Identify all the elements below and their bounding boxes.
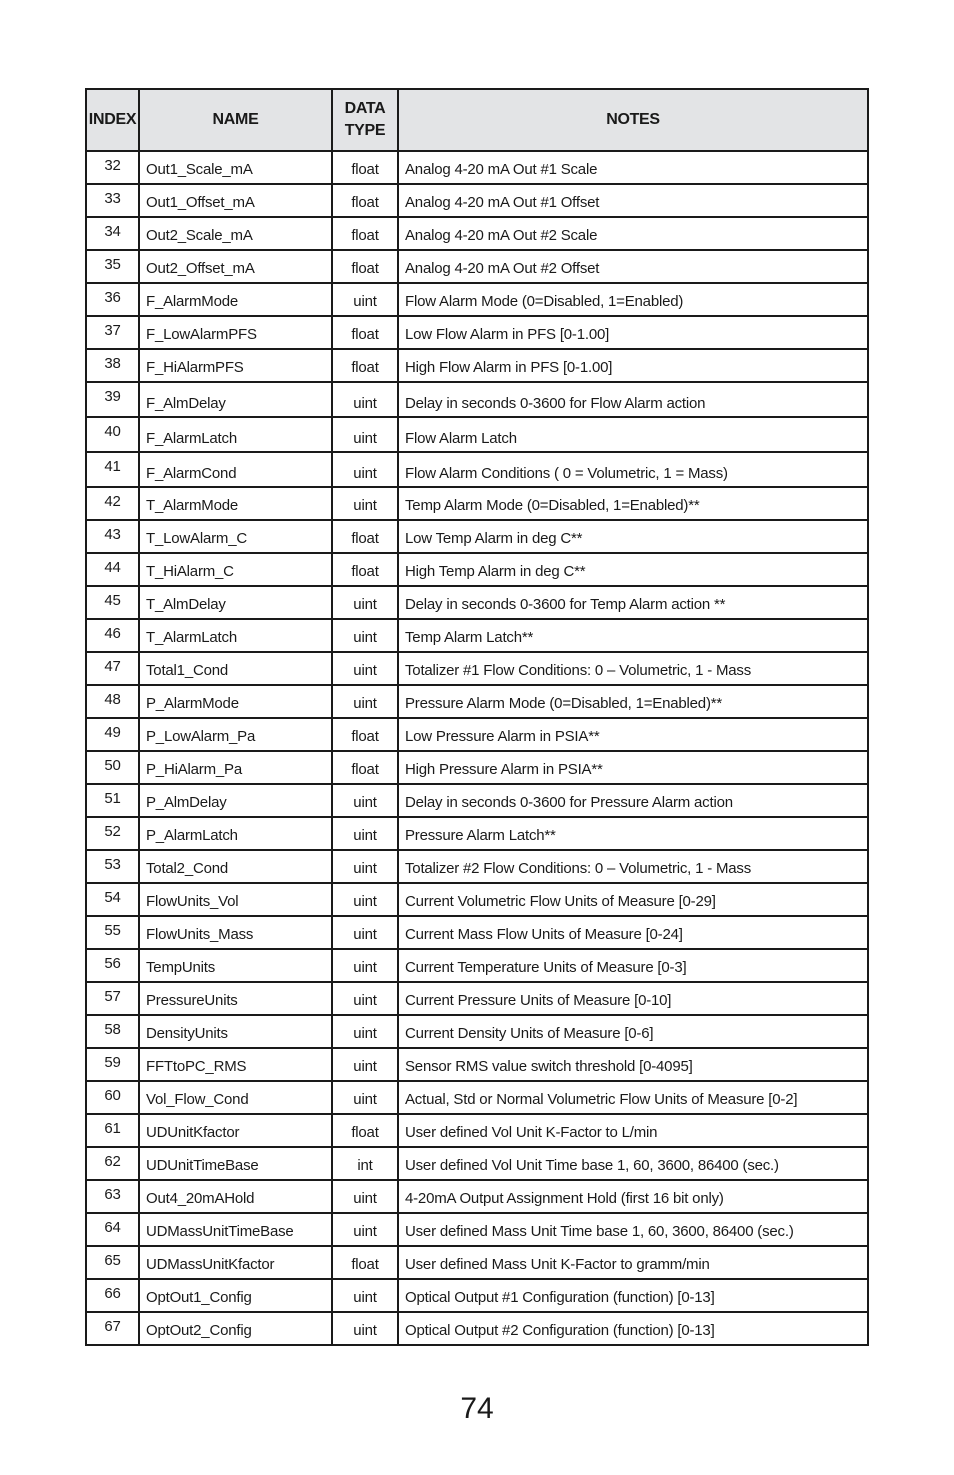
cell-notes: Totalizer #2 Flow Conditions: 0 – Volumetric, 1 - Mass xyxy=(398,850,868,883)
cell-notes: User defined Mass Unit Time base 1, 60, 3600, 86400 (sec.) xyxy=(398,1213,868,1246)
cell-notes: Temp Alarm Mode (0=Disabled, 1=Enabled)** xyxy=(398,487,868,520)
cell-name: P_AlmDelay xyxy=(139,784,332,817)
table-row xyxy=(86,817,868,850)
table-row xyxy=(86,916,868,949)
table-row xyxy=(86,751,868,784)
cell-notes: Current Volumetric Flow Units of Measure [0-29] xyxy=(398,883,868,916)
table-row xyxy=(86,685,868,718)
cell-notes: Optical Output #2 Configuration (function) [0-13] xyxy=(398,1312,868,1345)
cell-data-type: uint xyxy=(332,784,398,817)
cell-notes: Low Flow Alarm in PFS [0-1.00] xyxy=(398,316,868,349)
cell-name: OptOut1_Config xyxy=(139,1279,332,1312)
cell-index: 51 xyxy=(86,784,139,817)
cell-data-type: uint xyxy=(332,982,398,1015)
table-row xyxy=(86,184,868,217)
table-row xyxy=(86,1279,868,1312)
table-row xyxy=(86,487,868,520)
cell-data-type: float xyxy=(332,184,398,217)
table-row xyxy=(86,982,868,1015)
cell-index: 57 xyxy=(86,982,139,1015)
cell-index: 52 xyxy=(86,817,139,850)
cell-name: F_AlarmMode xyxy=(139,283,332,316)
cell-index: 36 xyxy=(86,283,139,316)
cell-data-type: uint xyxy=(332,850,398,883)
cell-data-type: float xyxy=(332,349,398,382)
cell-notes: Delay in seconds 0-3600 for Pressure Alarm action xyxy=(398,784,868,817)
cell-index: 40 xyxy=(86,417,139,452)
table-row xyxy=(86,1048,868,1081)
table-row xyxy=(86,553,868,586)
cell-data-type: uint xyxy=(332,1081,398,1114)
cell-index: 66 xyxy=(86,1279,139,1312)
cell-index: 65 xyxy=(86,1246,139,1279)
header-notes: NOTES xyxy=(398,89,868,151)
header-index: INDEX xyxy=(86,89,139,151)
cell-index: 38 xyxy=(86,349,139,382)
cell-notes: Low Pressure Alarm in PSIA** xyxy=(398,718,868,751)
cell-name: T_AlarmMode xyxy=(139,487,332,520)
cell-notes: Analog 4-20 mA Out #1 Offset xyxy=(398,184,868,217)
cell-index: 42 xyxy=(86,487,139,520)
table-row xyxy=(86,316,868,349)
table-row xyxy=(86,586,868,619)
cell-data-type: uint xyxy=(332,883,398,916)
cell-index: 46 xyxy=(86,619,139,652)
cell-data-type: float xyxy=(332,1114,398,1147)
cell-data-type: float xyxy=(332,553,398,586)
cell-index: 49 xyxy=(86,718,139,751)
cell-data-type: float xyxy=(332,520,398,553)
table-row xyxy=(86,652,868,685)
cell-name: TempUnits xyxy=(139,949,332,982)
table-row xyxy=(86,883,868,916)
cell-name: Total2_Cond xyxy=(139,850,332,883)
table-row xyxy=(86,1213,868,1246)
header-data-type xyxy=(332,89,398,151)
cell-name: P_LowAlarm_Pa xyxy=(139,718,332,751)
table-row xyxy=(86,1180,868,1213)
header-data-type-line1: DATA xyxy=(344,100,386,117)
cell-index: 62 xyxy=(86,1147,139,1180)
cell-notes: Totalizer #1 Flow Conditions: 0 – Volumetric, 1 - Mass xyxy=(398,652,868,685)
cell-data-type: uint xyxy=(332,949,398,982)
table-row xyxy=(86,949,868,982)
cell-name: DensityUnits xyxy=(139,1015,332,1048)
cell-index: 34 xyxy=(86,217,139,250)
table-row xyxy=(86,151,868,184)
cell-index: 56 xyxy=(86,949,139,982)
table-row xyxy=(86,1312,868,1345)
cell-data-type: uint xyxy=(332,916,398,949)
table-header-row xyxy=(86,89,868,151)
table-row xyxy=(86,417,868,452)
cell-name: P_AlarmLatch xyxy=(139,817,332,850)
cell-index: 59 xyxy=(86,1048,139,1081)
cell-index: 64 xyxy=(86,1213,139,1246)
cell-notes: Analog 4-20 mA Out #2 Scale xyxy=(398,217,868,250)
cell-name: FFTtoPC_RMS xyxy=(139,1048,332,1081)
cell-name: F_LowAlarmPFS xyxy=(139,316,332,349)
cell-data-type: uint xyxy=(332,487,398,520)
cell-index: 54 xyxy=(86,883,139,916)
table-row xyxy=(86,217,868,250)
cell-data-type: float xyxy=(332,217,398,250)
cell-notes: Delay in seconds 0-3600 for Temp Alarm action ** xyxy=(398,586,868,619)
cell-notes: Flow Alarm Conditions ( 0 = Volumetric, 1 = Mass) xyxy=(398,452,868,487)
cell-name: F_AlmDelay xyxy=(139,382,332,417)
cell-name: UDMassUnitKfactor xyxy=(139,1246,332,1279)
cell-data-type: float xyxy=(332,1246,398,1279)
table-row xyxy=(86,850,868,883)
cell-notes: Optical Output #1 Configuration (function) [0-13] xyxy=(398,1279,868,1312)
page-number: 74 xyxy=(460,1392,494,1425)
cell-data-type: float xyxy=(332,250,398,283)
cell-name: T_HiAlarm_C xyxy=(139,553,332,586)
table-row xyxy=(86,520,868,553)
cell-name: P_AlarmMode xyxy=(139,685,332,718)
cell-notes: Low Temp Alarm in deg C** xyxy=(398,520,868,553)
cell-index: 61 xyxy=(86,1114,139,1147)
table-row xyxy=(86,619,868,652)
cell-name: P_HiAlarm_Pa xyxy=(139,751,332,784)
cell-data-type: uint xyxy=(332,619,398,652)
register-table-container xyxy=(85,88,867,1346)
cell-index: 35 xyxy=(86,250,139,283)
cell-index: 44 xyxy=(86,553,139,586)
table-row xyxy=(86,1081,868,1114)
cell-index: 41 xyxy=(86,452,139,487)
cell-notes: Pressure Alarm Latch** xyxy=(398,817,868,850)
cell-data-type: uint xyxy=(332,685,398,718)
cell-notes: Analog 4-20 mA Out #2 Offset xyxy=(398,250,868,283)
cell-name: Out1_Offset_mA xyxy=(139,184,332,217)
cell-notes: 4-20mA Output Assignment Hold (first 16 bit only) xyxy=(398,1180,868,1213)
cell-data-type: uint xyxy=(332,1048,398,1081)
cell-name: F_AlarmLatch xyxy=(139,417,332,452)
cell-name: F_HiAlarmPFS xyxy=(139,349,332,382)
cell-name: T_AlarmLatch xyxy=(139,619,332,652)
table-row xyxy=(86,1246,868,1279)
cell-index: 45 xyxy=(86,586,139,619)
cell-data-type: uint xyxy=(332,1213,398,1246)
table-row xyxy=(86,452,868,487)
cell-data-type: uint xyxy=(332,283,398,316)
cell-name: FlowUnits_Vol xyxy=(139,883,332,916)
cell-data-type: uint xyxy=(332,452,398,487)
cell-notes: Temp Alarm Latch** xyxy=(398,619,868,652)
cell-name: Out2_Scale_mA xyxy=(139,217,332,250)
table-row xyxy=(86,784,868,817)
cell-notes: Current Density Units of Measure [0-6] xyxy=(398,1015,868,1048)
cell-index: 63 xyxy=(86,1180,139,1213)
table-row xyxy=(86,1147,868,1180)
cell-notes: User defined Mass Unit K-Factor to gramm/min xyxy=(398,1246,868,1279)
table-row xyxy=(86,283,868,316)
table-row xyxy=(86,382,868,417)
table-row xyxy=(86,349,868,382)
table-row xyxy=(86,1015,868,1048)
cell-data-type: uint xyxy=(332,652,398,685)
cell-notes: Current Temperature Units of Measure [0-3] xyxy=(398,949,868,982)
cell-notes: Current Mass Flow Units of Measure [0-24] xyxy=(398,916,868,949)
cell-notes: High Flow Alarm in PFS [0-1.00] xyxy=(398,349,868,382)
cell-index: 33 xyxy=(86,184,139,217)
cell-index: 43 xyxy=(86,520,139,553)
cell-name: UDUnitTimeBase xyxy=(139,1147,332,1180)
cell-data-type: float xyxy=(332,718,398,751)
cell-notes: Analog 4-20 mA Out #1 Scale xyxy=(398,151,868,184)
cell-data-type: uint xyxy=(332,1279,398,1312)
cell-index: 50 xyxy=(86,751,139,784)
cell-data-type: uint xyxy=(332,417,398,452)
cell-name: OptOut2_Config xyxy=(139,1312,332,1345)
cell-notes: Current Pressure Units of Measure [0-10] xyxy=(398,982,868,1015)
header-name: NAME xyxy=(139,89,332,151)
cell-index: 55 xyxy=(86,916,139,949)
cell-data-type: uint xyxy=(332,1312,398,1345)
cell-index: 67 xyxy=(86,1312,139,1345)
cell-name: Out2_Offset_mA xyxy=(139,250,332,283)
cell-notes: Flow Alarm Latch xyxy=(398,417,868,452)
cell-index: 32 xyxy=(86,151,139,184)
cell-name: FlowUnits_Mass xyxy=(139,916,332,949)
cell-notes: Sensor RMS value switch threshold [0-4095] xyxy=(398,1048,868,1081)
cell-name: F_AlarmCond xyxy=(139,452,332,487)
table-row xyxy=(86,250,868,283)
cell-index: 47 xyxy=(86,652,139,685)
cell-name: UDMassUnitTimeBase xyxy=(139,1213,332,1246)
cell-index: 53 xyxy=(86,850,139,883)
cell-notes: High Temp Alarm in deg C** xyxy=(398,553,868,586)
cell-data-type: float xyxy=(332,316,398,349)
table-row xyxy=(86,718,868,751)
cell-notes: Delay in seconds 0-3600 for Flow Alarm action xyxy=(398,382,868,417)
cell-notes: High Pressure Alarm in PSIA** xyxy=(398,751,868,784)
cell-data-type: int xyxy=(332,1147,398,1180)
cell-notes: User defined Vol Unit K-Factor to L/min xyxy=(398,1114,868,1147)
cell-name: Vol_Flow_Cond xyxy=(139,1081,332,1114)
cell-name: Total1_Cond xyxy=(139,652,332,685)
header-data-type-line2: TYPE xyxy=(344,122,386,139)
cell-data-type: uint xyxy=(332,382,398,417)
cell-notes: Actual, Std or Normal Volumetric Flow Units of Measure [0-2] xyxy=(398,1081,868,1114)
cell-name: T_LowAlarm_C xyxy=(139,520,332,553)
cell-notes: User defined Vol Unit Time base 1, 60, 3600, 86400 (sec.) xyxy=(398,1147,868,1180)
cell-name: T_AlmDelay xyxy=(139,586,332,619)
cell-index: 39 xyxy=(86,382,139,417)
table-body xyxy=(86,151,868,1345)
cell-name: Out1_Scale_mA xyxy=(139,151,332,184)
cell-index: 60 xyxy=(86,1081,139,1114)
cell-data-type: uint xyxy=(332,1015,398,1048)
cell-data-type: float xyxy=(332,151,398,184)
table-row xyxy=(86,1114,868,1147)
cell-name: PressureUnits xyxy=(139,982,332,1015)
cell-index: 37 xyxy=(86,316,139,349)
cell-name: Out4_20mAHold xyxy=(139,1180,332,1213)
cell-index: 48 xyxy=(86,685,139,718)
cell-name: UDUnitKfactor xyxy=(139,1114,332,1147)
cell-data-type: uint xyxy=(332,817,398,850)
cell-data-type: uint xyxy=(332,586,398,619)
cell-notes: Flow Alarm Mode (0=Disabled, 1=Enabled) xyxy=(398,283,868,316)
cell-data-type: uint xyxy=(332,1180,398,1213)
cell-notes: Pressure Alarm Mode (0=Disabled, 1=Enabled)** xyxy=(398,685,868,718)
register-table xyxy=(85,88,869,1346)
cell-data-type: float xyxy=(332,751,398,784)
cell-index: 58 xyxy=(86,1015,139,1048)
